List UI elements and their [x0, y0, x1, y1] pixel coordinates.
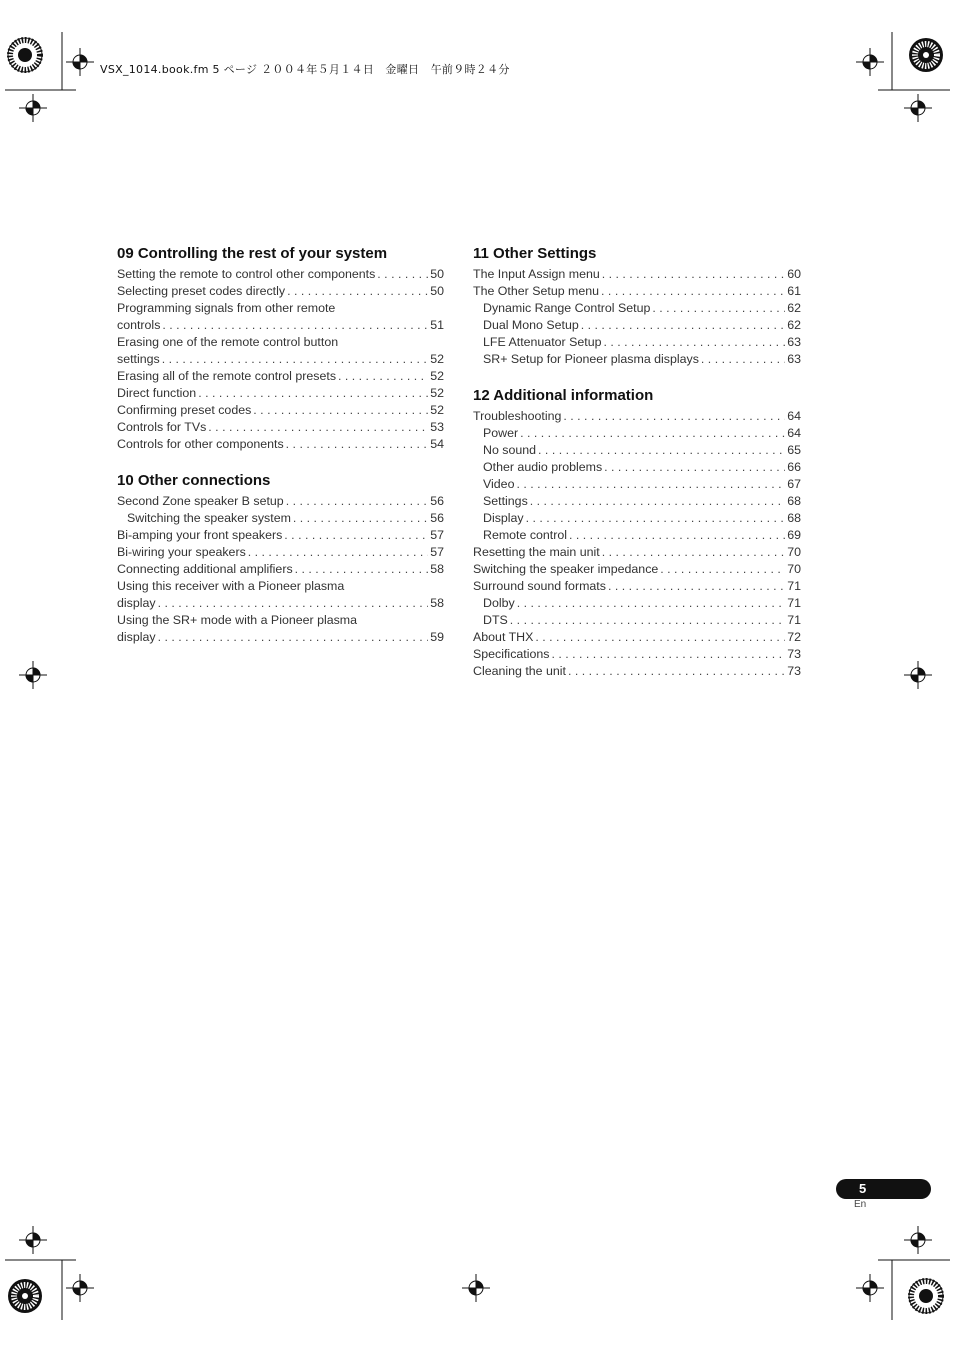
toc-entry-page: 63: [787, 335, 801, 349]
toc-entry[interactable]: [473, 459, 801, 476]
toc-entry-page: 57: [430, 545, 444, 559]
toc-entry[interactable]: [473, 334, 801, 351]
toc-entry[interactable]: [117, 300, 444, 334]
dot-leader: [563, 408, 785, 425]
toc-column-left: [117, 244, 444, 664]
toc-entry[interactable]: [473, 408, 801, 425]
toc-entry-page: 59: [430, 630, 444, 644]
dot-leader: [608, 578, 785, 595]
toc-entry-page: 52: [430, 352, 444, 366]
toc-entry-page: 64: [787, 409, 801, 423]
toc-entry[interactable]: [117, 436, 444, 453]
dot-leader: [601, 283, 785, 300]
toc-entry-page: 58: [430, 596, 444, 610]
dot-leader: [569, 527, 785, 544]
toc-entry-text: Dual Mono Setup: [483, 318, 579, 332]
toc-entry-page: 58: [430, 562, 444, 576]
toc-entry[interactable]: [473, 300, 801, 317]
toc-entry-text-line1: Erasing one of the remote control button: [117, 335, 339, 349]
dot-leader: [652, 300, 785, 317]
toc-entry[interactable]: [117, 334, 444, 368]
toc-entry-text: Connecting additional amplifiers: [117, 562, 293, 576]
toc-entry-text: Switching the speaker impedance: [473, 562, 659, 576]
toc-entry-text: SR+ Setup for Pioneer plasma displays: [483, 352, 699, 366]
dot-leader: [253, 402, 428, 419]
toc-entry[interactable]: [473, 510, 801, 527]
toc-entry-text: Erasing all of the remote control presets: [117, 369, 337, 383]
toc-entry-page: 69: [787, 528, 801, 542]
toc-entry-list: [473, 266, 801, 368]
toc-entry-text: Bi-amping your front speakers: [117, 528, 283, 542]
toc-entry[interactable]: [117, 368, 444, 385]
toc-entry-text: Remote control: [483, 528, 568, 542]
toc-entry-page: 72: [787, 630, 801, 644]
toc-entry[interactable]: [473, 283, 801, 300]
toc-entry-text: controls: [117, 318, 161, 332]
toc-entry-text: Troubleshooting: [473, 409, 562, 423]
toc-entry-page: 70: [787, 562, 801, 576]
toc-entry[interactable]: [473, 442, 801, 459]
toc-entry-text: Display: [483, 511, 524, 525]
dot-leader: [568, 663, 785, 680]
dot-leader: [526, 510, 786, 527]
toc-entry[interactable]: [117, 544, 444, 561]
toc-entry[interactable]: [473, 527, 801, 544]
toc-entry-page: 73: [787, 647, 801, 661]
toc-entry[interactable]: [473, 493, 801, 510]
toc-entry-page: 57: [430, 528, 444, 542]
toc-entry[interactable]: [473, 561, 801, 578]
toc-entry-text: Dolby: [483, 596, 515, 610]
dot-leader: [286, 436, 429, 453]
dot-leader: [162, 317, 428, 334]
toc-entry-text: Settings: [483, 494, 528, 508]
dot-leader: [248, 544, 428, 561]
dot-leader: [551, 646, 785, 663]
toc-entry-text: Confirming preset codes: [117, 403, 252, 417]
toc-entry-text: Direct function: [117, 386, 197, 400]
dot-leader: [602, 266, 785, 283]
toc-entry[interactable]: [473, 646, 801, 663]
dot-leader: [295, 561, 429, 578]
toc-section: [473, 386, 801, 680]
toc-entry-page: 68: [787, 511, 801, 525]
dot-leader: [603, 334, 785, 351]
toc-entry-page: 56: [430, 494, 444, 508]
page-number: 5: [859, 1181, 867, 1196]
dot-leader: [602, 544, 785, 561]
toc-entry-page: 52: [430, 386, 444, 400]
toc-entry-page: 63: [787, 352, 801, 366]
toc-entry[interactable]: [117, 578, 444, 612]
toc-entry-text: display: [117, 630, 156, 644]
toc-entry-text: Setting the remote to control other components: [117, 267, 376, 281]
toc-entry-page: 62: [787, 318, 801, 332]
section-title: 12 Additional information: [473, 387, 654, 404]
toc-entry[interactable]: [117, 493, 444, 510]
toc-entry-list: [473, 408, 801, 680]
toc-entry[interactable]: [117, 283, 444, 300]
toc-entry[interactable]: [473, 663, 801, 680]
dot-leader: [538, 442, 785, 459]
toc-entry-text: display: [117, 596, 156, 610]
toc-entry-text: The Other Setup menu: [473, 284, 600, 298]
toc-entry-page: 64: [787, 426, 801, 440]
toc-section: [473, 244, 801, 368]
toc-entry[interactable]: [117, 419, 444, 436]
section-title: 11 Other Settings: [473, 245, 597, 262]
dot-leader: [660, 561, 785, 578]
section-title: 10 Other connections: [117, 472, 271, 489]
section-title: 09 Controlling the rest of your system: [117, 245, 388, 262]
dot-leader: [198, 385, 428, 402]
toc-entry[interactable]: [473, 476, 801, 493]
toc-entry[interactable]: [473, 351, 801, 368]
toc-entry[interactable]: [473, 266, 801, 283]
toc-entry-text: About THX: [473, 630, 534, 644]
toc-entry-text: Other audio problems: [483, 460, 603, 474]
toc-entry-text: DTS: [483, 613, 508, 627]
toc-entry-page: 66: [787, 460, 801, 474]
page-number-badge: [836, 1179, 931, 1199]
toc-section: [117, 244, 444, 453]
file-stamp: VSX_1014.book.fm 5 ページ ２００４年５月１４日 金曜日 午前９時２４分: [100, 63, 510, 76]
toc-entry-page: 50: [430, 267, 444, 281]
toc-entry[interactable]: [473, 425, 801, 442]
toc-entry[interactable]: [117, 561, 444, 578]
toc-entry-text: LFE Attenuator Setup: [483, 335, 602, 349]
dot-leader: [581, 317, 785, 334]
toc-entry[interactable]: [473, 612, 801, 629]
dot-leader: [604, 459, 785, 476]
toc-entry-text: Second Zone speaker B setup: [117, 494, 284, 508]
toc-entry-text: Specifications: [473, 647, 550, 661]
toc-entry-text: Controls for TVs: [117, 420, 207, 434]
toc-section: [117, 471, 444, 646]
toc-entry-page: 67: [787, 477, 801, 491]
toc-entry-page: 52: [430, 403, 444, 417]
dot-leader: [162, 351, 429, 368]
toc-entry-page: 52: [430, 369, 444, 383]
toc-entry-page: 56: [430, 511, 444, 525]
toc-entry-page: 62: [787, 301, 801, 315]
toc-entry[interactable]: [117, 266, 444, 283]
toc-entry-page: 53: [430, 420, 444, 434]
toc-entry[interactable]: [117, 612, 444, 646]
dot-leader: [293, 510, 428, 527]
toc-entry[interactable]: [117, 402, 444, 419]
toc-entry-page: 60: [787, 267, 801, 281]
toc-entry-text-line1: Using the SR+ mode with a Pioneer plasma: [117, 613, 358, 627]
toc-entry-page: 50: [430, 284, 444, 298]
toc-entry-text: Bi-wiring your speakers: [117, 545, 246, 559]
dot-leader: [208, 419, 428, 436]
toc-entry-page: 54: [430, 437, 444, 451]
toc-entry-page: 51: [430, 318, 444, 332]
toc-entry-text: Video: [483, 477, 515, 491]
toc-entry-page: 65: [787, 443, 801, 457]
toc-entry-page: 71: [787, 579, 801, 593]
toc-entry[interactable]: [473, 317, 801, 334]
toc-entry-text-line1: Using this receiver with a Pioneer plasma: [117, 579, 345, 593]
toc-entry[interactable]: [473, 544, 801, 561]
dot-leader: [158, 595, 429, 612]
dot-leader: [284, 527, 428, 544]
dot-leader: [286, 493, 429, 510]
toc-entry[interactable]: [117, 527, 444, 544]
dot-leader: [287, 283, 428, 300]
toc-entry-text: Dynamic Range Control Setup: [483, 301, 651, 315]
toc-entry-page: 68: [787, 494, 801, 508]
toc-entry-text: settings: [117, 352, 160, 366]
toc-entry-text: Selecting preset codes directly: [117, 284, 286, 298]
dot-leader: [377, 266, 428, 283]
toc-entry[interactable]: [473, 578, 801, 595]
dot-leader: [535, 629, 785, 646]
toc-entry[interactable]: [117, 510, 444, 527]
toc-entry-page: 71: [787, 596, 801, 610]
toc-entry-text: Surround sound formats: [473, 579, 606, 593]
toc-entry-page: 70: [787, 545, 801, 559]
dot-leader: [517, 595, 786, 612]
toc-entry-list: [117, 493, 444, 646]
language-label: En: [854, 1199, 867, 1210]
dot-leader: [520, 425, 785, 442]
dot-leader: [510, 612, 785, 629]
toc-entry[interactable]: [473, 629, 801, 646]
toc-column-right: [473, 244, 801, 698]
toc-entry-text-line1: Programming signals from other remote: [117, 301, 336, 315]
toc-entry[interactable]: [117, 385, 444, 402]
toc-entry-text: Cleaning the unit: [473, 664, 566, 678]
dot-leader: [158, 629, 429, 646]
toc-entry-text: The Input Assign menu: [473, 267, 600, 281]
toc-entry-page: 61: [787, 284, 801, 298]
toc-entry-page: 71: [787, 613, 801, 627]
toc-entry-text: Controls for other components: [117, 437, 284, 451]
dot-leader: [530, 493, 785, 510]
toc-entry-text: No sound: [483, 443, 537, 457]
dot-leader: [338, 368, 428, 385]
dot-leader: [701, 351, 785, 368]
toc-entry-page: 73: [787, 664, 801, 678]
toc-entry-text: Power: [483, 426, 519, 440]
toc-entry-text: Resetting the main unit: [473, 545, 600, 559]
dot-leader: [516, 476, 785, 493]
toc-entry-list: [117, 266, 444, 453]
toc-entry[interactable]: [473, 595, 801, 612]
toc-entry-text: Switching the speaker system: [127, 511, 291, 525]
